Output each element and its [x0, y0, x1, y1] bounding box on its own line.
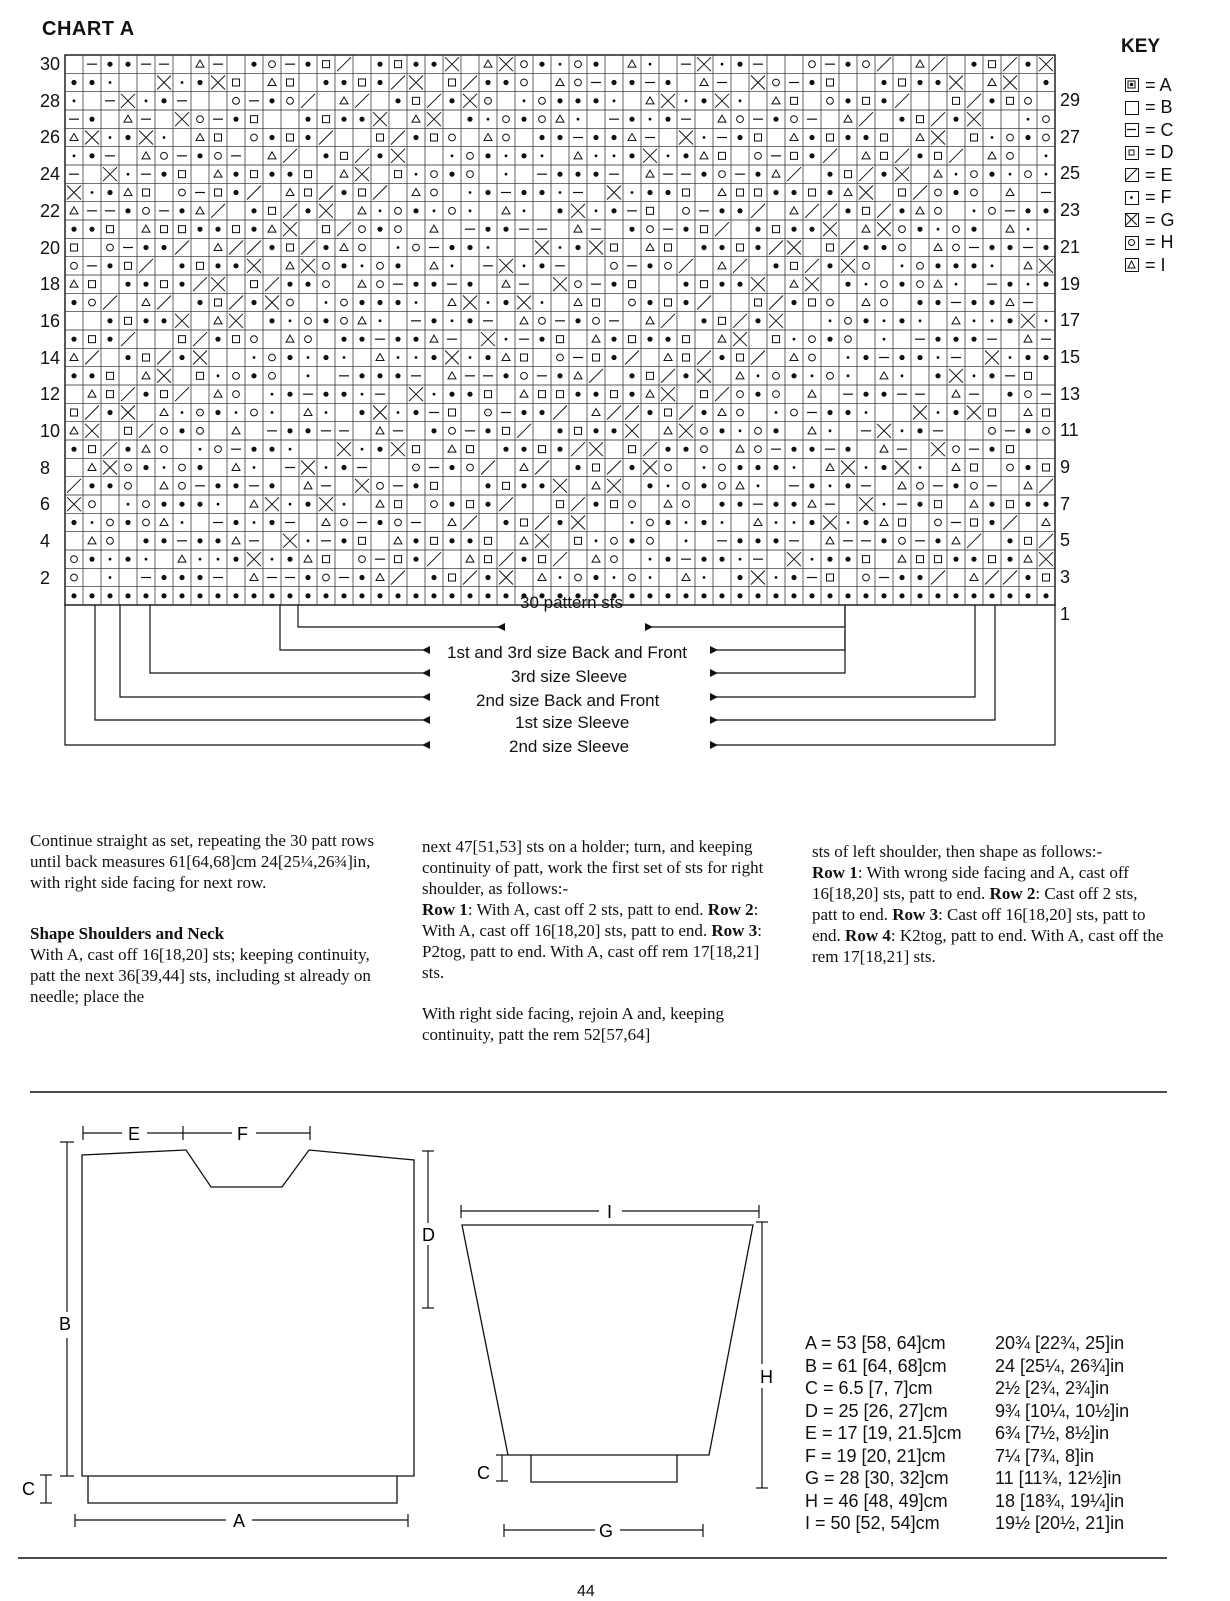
left-row-number: 2	[40, 567, 51, 588]
key-item-h	[1125, 232, 1174, 254]
cross-icon	[1125, 213, 1139, 227]
key-item-i	[1125, 254, 1166, 276]
legend-3rd-sleeve: 3rd size Sleeve	[511, 667, 628, 686]
instruction-paragraph: Row 2: Cast off 2 sts, patt to end.	[812, 884, 1138, 924]
key-label: = F	[1145, 187, 1172, 207]
instruction-paragraph: Row 1: With wrong side facing and A, cast off 16[18,20] sts, patt to end.	[812, 863, 1129, 903]
measurement-in: 2½ [2¾, 2¾]in	[995, 1378, 1110, 1398]
key-label: = H	[1145, 232, 1174, 252]
key-item-e	[1125, 164, 1173, 186]
key-item-b	[1125, 97, 1173, 119]
left-row-number: 4	[40, 531, 51, 552]
left-row-number: 18	[40, 274, 61, 295]
legend-2nd-sleeve: 2nd size Sleeve	[509, 737, 630, 756]
key-label: = I	[1145, 254, 1166, 275]
circle-icon	[1125, 236, 1139, 250]
dim-a	[75, 1514, 408, 1527]
small-square-icon	[1125, 146, 1139, 160]
measurement-cm: B = 61 [64, 68]cm	[805, 1355, 947, 1376]
right-row-number: 23	[1060, 200, 1081, 221]
legend-1st-3rd-back-front: 1st and 3rd size Back and Front	[447, 643, 688, 662]
instruction-paragraph: Row 3: Cast off 16[18,20] sts, patt to end.	[812, 905, 1146, 945]
key-label: = G	[1145, 209, 1175, 230]
right-row-number: 19	[1060, 273, 1081, 294]
right-row-number: 17	[1060, 310, 1081, 331]
left-row-number: 30	[40, 54, 61, 74]
right-row-number: 7	[1060, 493, 1071, 514]
measurement-cm: I = 50 [52, 54]cm	[805, 1513, 940, 1533]
key-item-f	[1125, 187, 1172, 209]
label-b: B	[59, 1314, 72, 1334]
left-row-number: 28	[40, 90, 61, 111]
label-d: D	[422, 1225, 435, 1245]
sleeve-piece	[462, 1225, 753, 1482]
left-row-number: 12	[40, 384, 61, 405]
key-item-c	[1125, 119, 1174, 141]
instruction-paragraph: With right side facing, rejoin A and, keeping continuity, patt the rem 52[57,64]	[422, 1004, 724, 1044]
key-title: KEY	[1121, 36, 1161, 57]
measurement-in: 11 [11¾, 12½]in	[995, 1468, 1122, 1488]
label-c-body: C	[22, 1479, 35, 1499]
instructions-column-1	[30, 830, 375, 1007]
left-row-number: 20	[40, 237, 61, 258]
key-label: = E	[1145, 164, 1173, 185]
dash-icon	[1125, 123, 1139, 137]
right-row-number: 27	[1060, 126, 1081, 147]
legend-1st-sleeve: 1st size Sleeve	[515, 713, 630, 732]
measurement-in: 7¼ [7¾, 8]in	[995, 1445, 1095, 1466]
key-label: = B	[1145, 97, 1173, 117]
instruction-paragraph: sts of left shoulder, then shape as follows:-	[812, 842, 1103, 861]
instructions-column-3	[812, 841, 1167, 967]
instruction-paragraph: next 47[51,53] sts on a holder; turn, and keeping continuity of patt, work the first set of sts for right shoulder, as follows:-	[422, 837, 764, 898]
right-row-number: 11	[1060, 420, 1079, 441]
label-g: G	[599, 1521, 614, 1541]
legend-30-pattern-sts: 30 pattern sts	[520, 593, 624, 612]
measurement-in: 18 [18¾, 19¼]in	[995, 1490, 1125, 1511]
measurement-cm: G = 28 [30, 32]cm	[805, 1468, 949, 1488]
left-row-number: 26	[40, 127, 61, 148]
dim-c-sleeve	[496, 1455, 508, 1481]
measurement-cm: D = 25 [26, 27]cm	[805, 1400, 948, 1421]
right-row-number: 13	[1060, 383, 1081, 404]
label-e: E	[128, 1124, 141, 1144]
right-row-number: 9	[1060, 457, 1071, 477]
dot-in-box-icon	[1125, 78, 1139, 92]
body-piece	[82, 1150, 414, 1503]
label-i: I	[607, 1202, 613, 1222]
instructions-column-2	[422, 836, 777, 1045]
left-row-number: 24	[40, 164, 61, 185]
measurement-cm: C = 6.5 [7, 7]cm	[805, 1378, 933, 1398]
instruction-paragraph: Row 1: With A, cast off 2 sts, patt to end.	[422, 900, 704, 919]
measurement-cm: A = 53 [58, 64]cm	[805, 1333, 946, 1353]
instruction-paragraph: Row 4: K2tog, patt to end. With A, cast off the rem 17[18,21] sts.	[812, 926, 1164, 966]
right-row-number: 3	[1060, 567, 1071, 588]
measurement-cm: E = 17 [19, 21.5]cm	[805, 1423, 962, 1443]
page-number: 44	[577, 1583, 595, 1600]
dim-b	[60, 1142, 74, 1476]
key-item-g	[1125, 209, 1175, 231]
right-row-number: 1	[1060, 603, 1071, 624]
label-a: A	[233, 1511, 246, 1531]
measurement-in: 9¾ [10¼, 10½]in	[995, 1400, 1130, 1421]
instruction-paragraph: Continue straight as set, repeating the 30 patt rows until back measures 61[64,68]cm 24[25¼,26¾]in, with right side facing for next row.	[30, 831, 375, 892]
measurement-cm: F = 19 [20, 21]cm	[805, 1445, 946, 1466]
left-row-number: 10	[40, 421, 61, 441]
key-item-a	[1125, 74, 1172, 96]
dim-i	[461, 1205, 759, 1218]
empty-icon	[1125, 101, 1139, 115]
key-item-d	[1125, 142, 1174, 164]
dim-h	[756, 1222, 768, 1488]
dim-d	[422, 1151, 434, 1308]
right-row-number: 25	[1060, 163, 1081, 184]
dim-c-body	[40, 1475, 52, 1503]
legend-2nd-back-front: 2nd size Back and Front	[476, 691, 660, 710]
measurement-in: 19½ [20½, 21]in	[995, 1513, 1125, 1533]
triangle-icon	[1125, 258, 1139, 272]
key-label: = C	[1145, 119, 1174, 140]
key-label: = D	[1145, 142, 1174, 162]
label-c-sleeve: C	[477, 1463, 490, 1483]
section-heading: Shape Shoulders and Neck	[30, 924, 225, 943]
right-row-number: 21	[1060, 236, 1081, 257]
instruction-paragraph: Row 3: P2tog, patt to end. With A, cast off rem 17[18,21] sts.	[422, 921, 762, 982]
dims-e-f	[83, 1126, 310, 1140]
dim-g	[504, 1524, 703, 1537]
measurement-in: 20¾ [22¾, 25]in	[995, 1333, 1125, 1353]
measurement-in: 6¾ [7½, 8½]in	[995, 1423, 1110, 1443]
instruction-paragraph: Row 2: With A, cast off 16[18,20] sts, patt to end.	[422, 900, 759, 940]
measurement-in: 24 [25¼, 26¾]in	[995, 1355, 1125, 1376]
right-row-number: 29	[1060, 90, 1081, 110]
right-row-number: 5	[1060, 530, 1071, 551]
left-row-number: 16	[40, 310, 61, 331]
label-h: H	[760, 1367, 773, 1387]
chart-title: CHART A	[42, 18, 135, 40]
instruction-paragraph: With A, cast off 16[18,20] sts; keeping continuity, patt the next 36[39,44] sts, including st already on needle; place the	[30, 945, 371, 1006]
left-row-number: 6	[40, 494, 51, 515]
small-dot-icon	[1125, 191, 1139, 205]
left-row-number: 22	[40, 200, 61, 221]
left-row-number: 8	[40, 457, 51, 478]
measurement-cm: H = 46 [48, 49]cm	[805, 1490, 948, 1511]
slash-icon	[1125, 168, 1139, 182]
left-row-number: 14	[40, 347, 61, 368]
label-f: F	[237, 1124, 248, 1144]
right-row-number: 15	[1060, 346, 1081, 367]
key-label: = A	[1145, 74, 1172, 95]
